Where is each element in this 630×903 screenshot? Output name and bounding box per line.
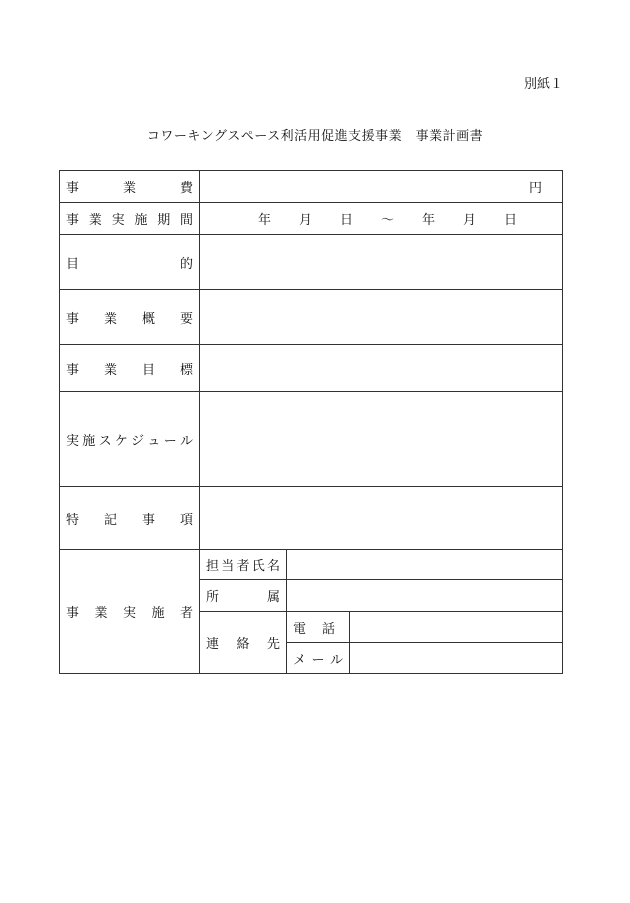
label-schedule: 実 施 ス ケ ジ ュ ー ル <box>60 392 200 487</box>
target-field[interactable] <box>200 345 563 392</box>
start-day: 日 <box>340 213 354 228</box>
row-business-cost <box>60 171 563 203</box>
row-notes <box>60 487 563 550</box>
tilde: 〜 <box>381 213 395 228</box>
label-business-cost <box>60 171 200 203</box>
row-schedule <box>60 392 563 487</box>
business-cost-field[interactable] <box>200 171 563 203</box>
mail-field[interactable] <box>350 643 563 674</box>
label-implementer: 事 業 実 施 者 <box>60 550 200 674</box>
overview-field[interactable] <box>200 290 563 345</box>
label-mail: メ ー ル <box>287 643 350 674</box>
label-target: 事 業 目 標 <box>60 345 200 392</box>
label-notes: 特 記 事 項 <box>60 487 200 550</box>
end-day: 日 <box>504 213 518 228</box>
business-plan-table <box>59 170 563 674</box>
start-year: 年 <box>258 213 272 228</box>
start-month: 月 <box>299 213 313 228</box>
label-overview: 事 業 概 要 <box>60 290 200 345</box>
label-phone: 電 話 <box>287 612 350 643</box>
notes-field[interactable] <box>200 487 563 550</box>
purpose-field[interactable] <box>200 235 563 290</box>
label-contact: 連 絡 先 <box>200 612 287 674</box>
schedule-field[interactable] <box>200 392 563 487</box>
row-target <box>60 345 563 392</box>
document-title: コワーキングスペース利活用促進支援事業 事業計画書 <box>146 129 484 144</box>
row-overview <box>60 290 563 345</box>
person-in-charge-field[interactable] <box>287 550 563 580</box>
end-year: 年 <box>422 213 436 228</box>
row-implementation-period <box>60 203 563 235</box>
implementation-period-field[interactable] <box>200 203 563 235</box>
label-affiliation: 所 属 <box>200 580 287 612</box>
label-purpose: 目 的 <box>60 235 200 290</box>
label-implementation-period: 事 業 実 施 期 間 <box>60 203 200 235</box>
phone-field[interactable] <box>350 612 563 643</box>
row-person-in-charge <box>60 550 563 580</box>
row-purpose <box>60 235 563 290</box>
affiliation-field[interactable] <box>287 580 563 612</box>
label-person-in-charge: 担 当 者 氏 名 <box>200 550 287 580</box>
annex-label: 別紙１ <box>523 77 563 92</box>
label-spread: 事 業 費 <box>66 181 193 196</box>
yen-unit: 円 <box>529 181 543 196</box>
end-month: 月 <box>463 213 477 228</box>
